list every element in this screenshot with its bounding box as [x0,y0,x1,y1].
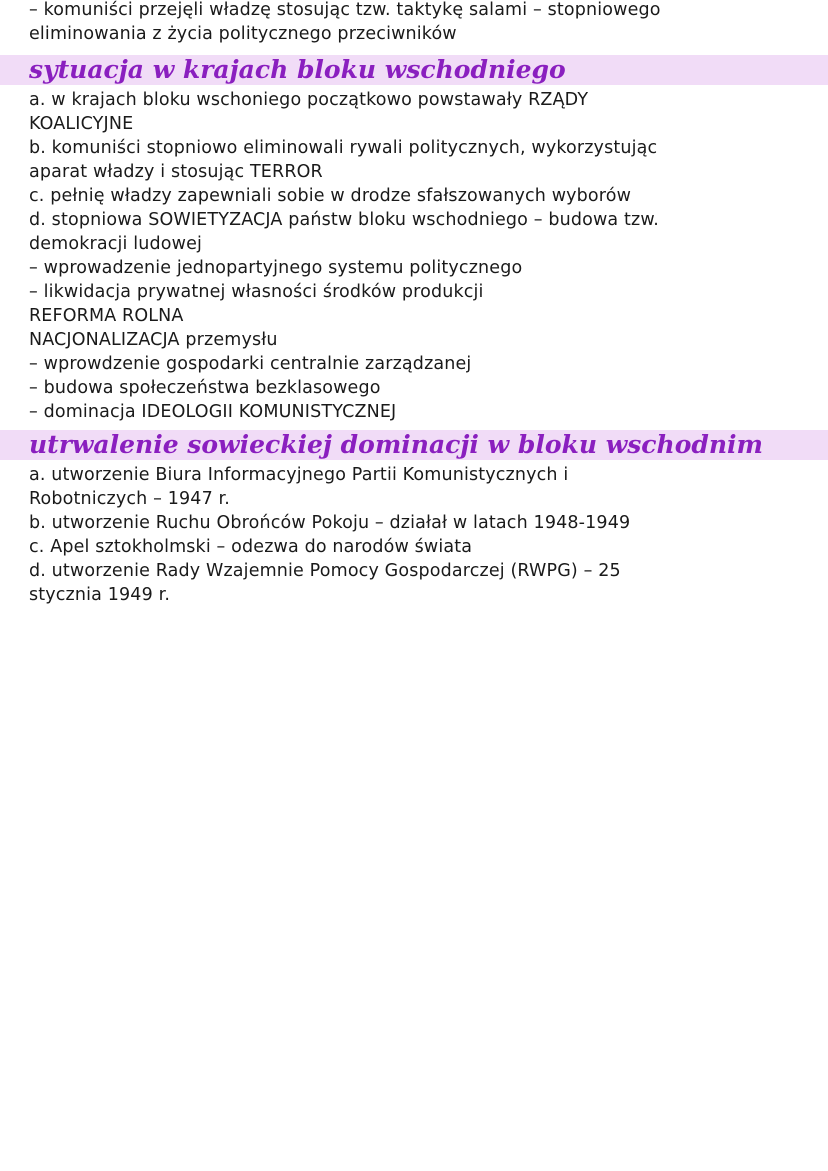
section1-line: – wprowadzenie jednopartyjnego systemu politycznego [29,258,523,278]
section1-line: – likwidacja prywatnej własności środków produkcji [29,282,484,302]
section1-line: NACJONALIZACJA przemysłu [29,330,278,350]
section2-line: b. utworzenie Ruchu Obrońców Pokoju – działał w latach 1948-1949 [29,513,631,533]
section1-line: c. pełnię władzy zapewniali sobie w drodze sfałszowanych wyborów [29,186,632,206]
section1-line: – dominacja IDEOLOGII KOMUNISTYCZNEJ [29,402,397,422]
section2-line: d. utworzenie Rady Wzajemnie Pomocy Gospodarczej (RWPG) – 25 [29,561,621,581]
section1-line: d. stopniowa SOWIETYZACJA państw bloku wschodniego – budowa tzw. [29,210,659,230]
intro-line: eliminowania z życia politycznego przeciwników [29,24,457,44]
section1-line: aparat władzy i stosując TERROR [29,162,323,182]
section1-line: – budowa społeczeństwa bezklasowego [29,378,381,398]
section1-line: b. komuniści stopniowo eliminowali rywali politycznych, wykorzystując [29,138,658,158]
section-heading-dominacja: utrwalenie sowieckiej dominacji w bloku wschodnim [29,430,763,459]
section2-line: c. Apel sztokholmski – odezwa do narodów świata [29,537,473,557]
section1-line: – wprowdzenie gospodarki centralnie zarządzanej [29,354,472,374]
section1-line: demokracji ludowej [29,234,203,254]
section1-line: REFORMA ROLNA [29,306,184,326]
section1-line: a. w krajach bloku wschoniego początkowo powstawały RZĄDY [29,90,589,110]
section2-line: stycznia 1949 r. [29,585,171,605]
section2-line: a. utworzenie Biura Informacyjnego Partii Komunistycznych i [29,465,569,485]
section2-line: Robotniczych – 1947 r. [29,489,231,509]
intro-line: – komuniści przejęli władzę stosując tzw. taktykę salami – stopniowego [29,0,661,20]
section-heading-blok-wschodni: sytuacja w krajach bloku wschodniego [29,55,566,84]
section1-line: KOALICYJNE [29,114,134,134]
